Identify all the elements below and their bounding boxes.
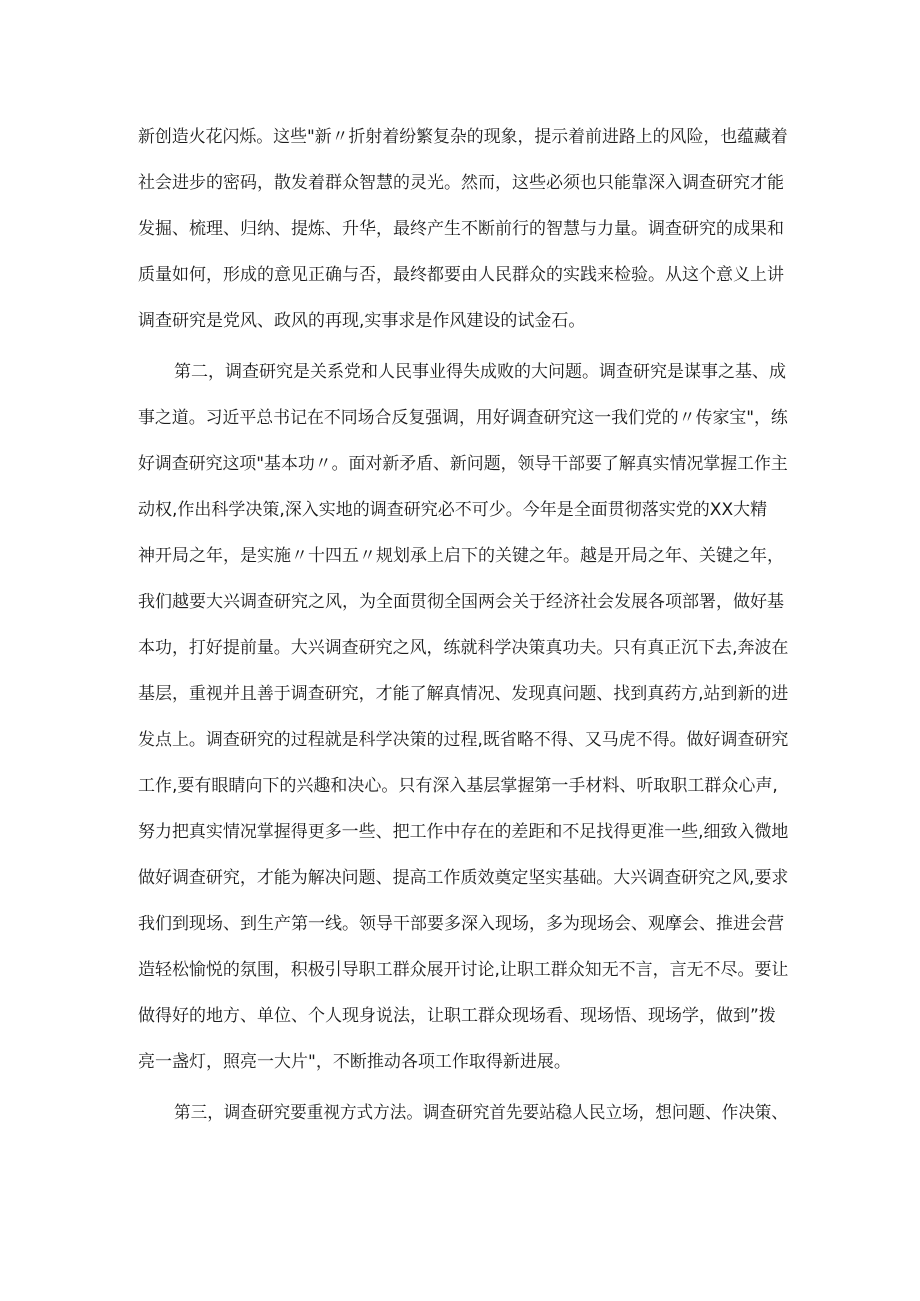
text-line: 发掘、梳理、归纳、提炼、升华，最终产生不断前行的智慧与力量。调查研究的成果和 [138,219,784,239]
text-line: 造轻松愉悦的氛围，积极引导职工群众展开讨论,让职工群众知无不言，言无不尽。要让 [138,960,789,980]
text-line: 好调查研究这项"基本功〃。面对新矛盾、新问题，领导干部要了解真实情况掌握工作主 [138,454,788,474]
text-line: 我们到现场、到生产第一线。领导干部要多深入现场，多为现场会、观摩会、推进会营 [138,914,784,934]
text-line: 努力把真实情况掌握得更多一些、把工作中存在的差距和不足找得更准一些,细致入微地 [138,822,789,842]
text-line: 做好调查研究，才能为解决问题、提高工作质效奠定坚实基础。大兴调查研究之风,要求 [138,868,789,888]
text-line: 质量如何，形成的意见正确与否，最终都要由人民群众的实践来检验。从这个意义上讲 [138,265,784,285]
text-line: 神开局之年，是实施〃十四五〃规划承上启下的关键之年。越是开局之年、关键之年， [138,546,784,566]
text-line: 我们越要大兴调查研究之风，为全面贯彻全国两会关于经济社会发展各项部署，做好基 [138,592,784,612]
text-line: 事之道。习近平总书记在不同场合反复强调，用好调查研究这一我们党的〃传家宝"，练 [138,408,788,428]
text-line: 做得好的地方、单位、个人现身说法，让职工群众现场看、现场悟、现场学，做到”拨 [138,1006,776,1026]
text-line: 发点上。调查研究的过程就是科学决策的过程,既省略不得、又马虎不得。做好调查研究 [138,730,789,750]
text-line: 社会进步的密码，散发着群众智慧的灵光。然而，这些必须也只能靠深入调查研究才能 [138,173,784,193]
text-line: 第三，调查研究要重视方式方法。调查研究首先要站稳人民立场，想问题、作决策、 [174,1103,788,1123]
text-line: 调查研究是党风、政风的再现,实事求是作风建设的试金石。 [138,311,586,331]
text-line: 新创造火花闪烁。这些"新〃折射着纷繁复杂的现象，提示着前进路上的风险，也蕴藏着 [138,127,788,147]
text-line: 动权,作出科学决策,深入实地的调查研究必不可少。今年是全面贯彻落实党的XX大精 [138,500,768,520]
text-line: 亮一盏灯，照亮一大片"，不断推动各项工作取得新进展。 [138,1052,571,1072]
text-line: 本功，打好提前量。大兴调查研究之风，练就科学决策真功夫。只有真正沉下去,奔波在 [138,638,789,658]
text-line: 第二，调查研究是关系党和人民事业得失成败的大问题。调查研究是谋事之基、成 [174,362,786,382]
text-line: 工作,要有眼睛向下的兴趣和决心。只有深入基层掌握第一手材料、听取职工群众心声, [138,776,778,796]
text-line: 基层，重视并且善于调查研究，才能了解真情况、发现真问题、找到真药方,站到新的进 [138,684,789,704]
